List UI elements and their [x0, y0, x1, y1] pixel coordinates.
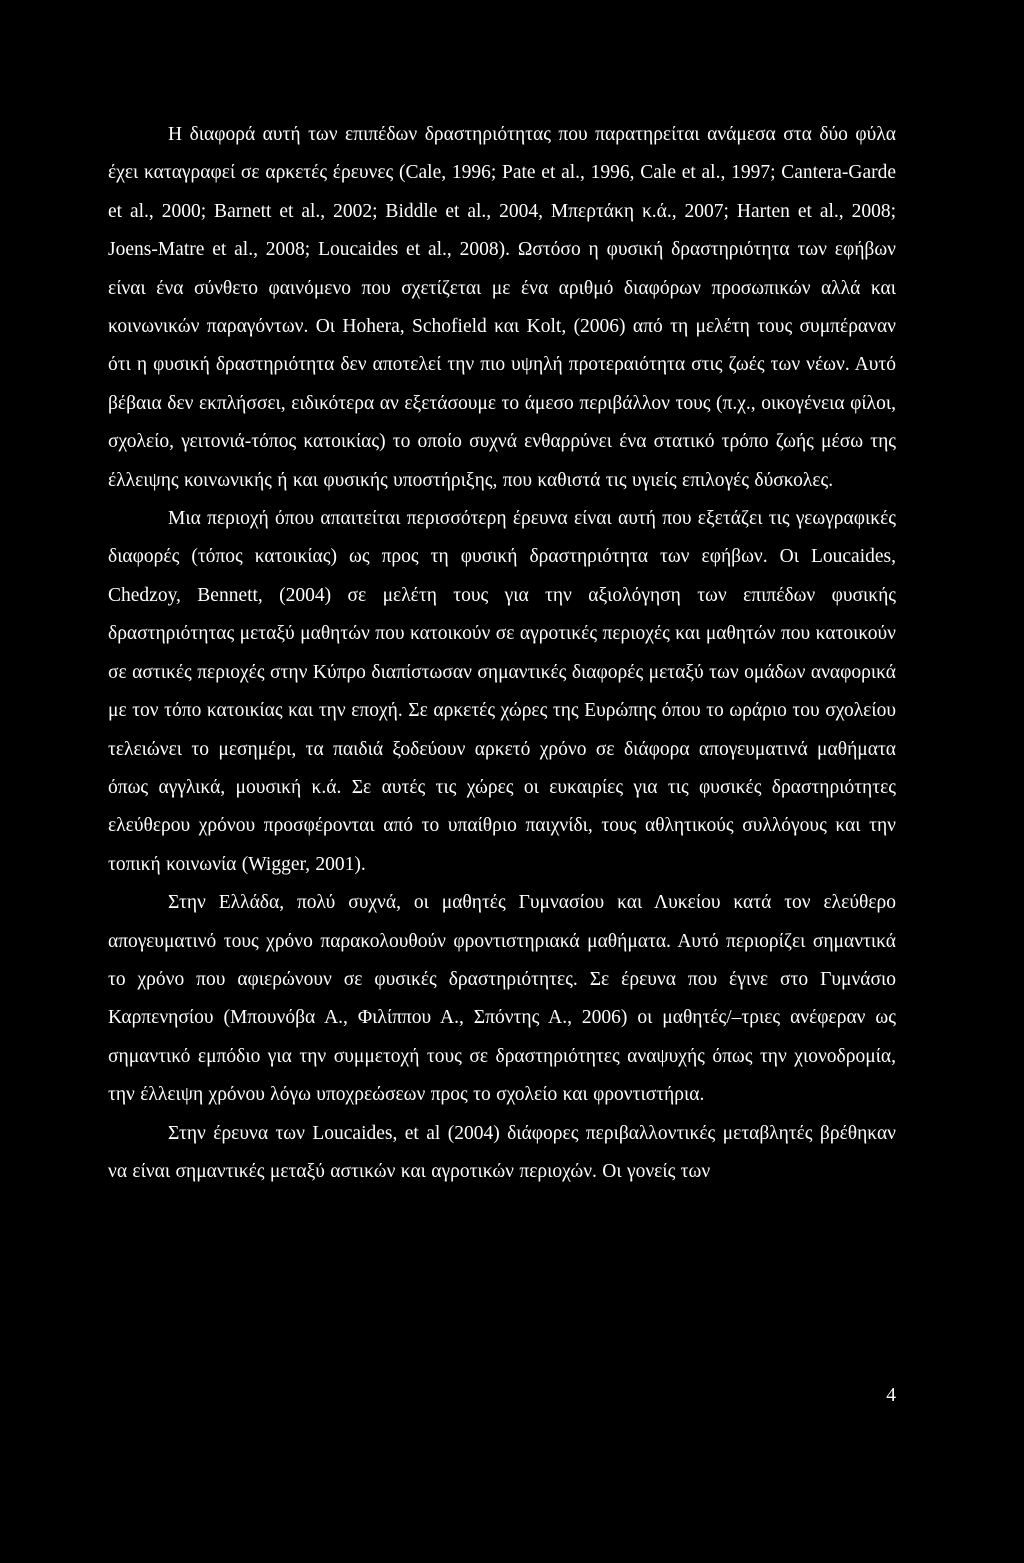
paragraph-1: Η διαφορά αυτή των επιπέδων δραστηριότητας που παρατηρείται ανάμεσα στα δύο φύλα έχει καταγραφεί σε αρκετές έρευνες (Cale, 1996; Pate et al., 1996, Cale et al., 1997; Cantera-Garde et al., 2000; Barnett et al., 2002; Biddle et al., 2004, Μπερτάκη κ.ά., 2007; Harten et al., 2008; Joens-Matre et al., 2008; Loucaides et al., 2008). Ωστόσο η φυσική δραστηριότητα των εφήβων είναι ένα σύνθετο φαινόμενο που σχετίζεται με ένα αριθμό διαφόρων προσωπικών αλλά και κοινωνικών παραγόντων. Οι Hohera, Schofield και Kolt, (2006) από τη μελέτη τους συμπέραναν ότι η φυσική δραστηριότητα δεν αποτελεί την πιο υψηλή προτεραιότητα στις ζωές των νέων. Αυτό βέβαια δεν εκπλήσσει, ειδικότερα αν εξετάσουμε το άμεσο περιβάλλον τους (π.χ., οικογένεια φίλοι, σχολείο, γειτονιά-τόπος κατοικίας) το οποίο συχνά ενθαρρύνει ένα στατικό τρόπο ζωής μέσω της έλλειψης κοινωνικής ή και φυσικής υποστήριξης, που καθιστά τις υγιείς επιλογές δύσκολες.: [108, 124, 896, 491]
body-text: [108, 116, 896, 1191]
paragraph-2: Μια περιοχή όπου απαιτείται περισσότερη έρευνα είναι αυτή που εξετάζει τις γεωγραφικές διαφορές (τόπος κατοικίας) ως προς τη φυσική δραστηριότητα των εφήβων. Οι Loucaides, Chedzoy, Bennett, (2004) σε μελέτη τους για την αξιολόγηση των επιπέδων φυσικής δραστηριότητας μεταξύ μαθητών που κατοικούν σε αγροτικές περιοχές και μαθητών που κατοικούν σε αστικές περιοχές στην Κύπρο διαπίστωσαν σημαντικές διαφορές μεταξύ των ομάδων αναφορικά με τον τόπο κατοικίας και την εποχή. Σε αρκετές χώρες της Ευρώπης όπου το ωράριο του σχολείου τελειώνει το μεσημέρι, τα παιδιά ξοδεύουν αρκετό χρόνο σε διάφορα απογευματινά μαθήματα όπως αγγλικά, μουσική κ.ά. Σε αυτές τις χώρες οι ευκαιρίες για τις φυσικές δραστηριότητες ελεύθερου χρόνου προσφέρονται από το υπαίθριο παιχνίδι, τους αθλητικούς συλλόγους και την τοπική κοινωνία (Wigger, 2001).: [108, 508, 896, 875]
paragraph-3: Στην Ελλάδα, πολύ συχνά, οι μαθητές Γυμνασίου και Λυκείου κατά τον ελεύθερο απογευματινό τους χρόνο παρακολουθούν φροντιστηριακά μαθήματα. Αυτό περιορίζει σημαντικά το χρόνο που αφιερώνουν σε φυσικές δραστηριότητες. Σε έρευνα που έγινε στο Γυμνάσιο Καρπενησίου (Μπουνόβα Α., Φιλίππου Α., Σπόντης Α., 2006) οι μαθητές/–τριες ανέφεραν ως σημαντικό εμπόδιο για την συμμετοχή τους σε δραστηριότητες αναψυχής όπως την χιονοδρομία, την έλλειψη χρόνου λόγω υποχρεώσεων προς το σχολείο και φροντιστήρια.: [108, 892, 896, 1106]
page-number: 4: [886, 1385, 896, 1406]
paragraph-4: Στην έρευνα των Loucaides, et al (2004) διάφορες περιβαλλοντικές μεταβλητές βρέθηκαν να είναι σημαντικές μεταξύ αστικών και αγροτικών περιοχών. Οι γονείς των: [108, 1122, 896, 1182]
